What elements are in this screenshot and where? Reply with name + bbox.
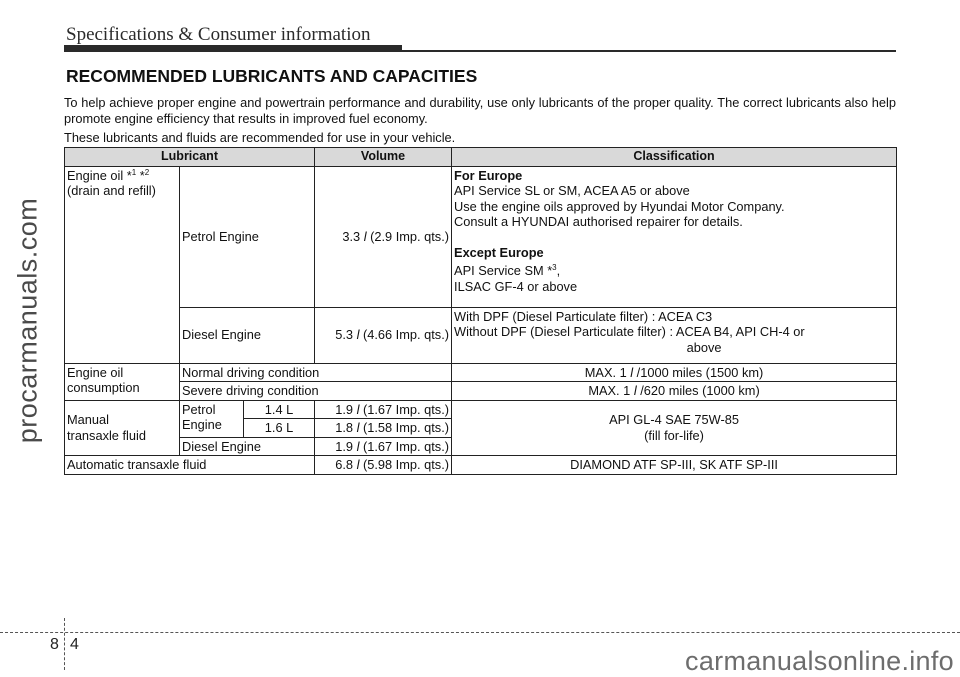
for-europe-line: Use the engine oils approved by Hyundai Motor Company. bbox=[454, 198, 785, 214]
diesel-oil-classification bbox=[452, 307, 897, 363]
table-row bbox=[65, 166, 897, 307]
except-europe-heading: Except Europe bbox=[454, 244, 544, 260]
lubricants-table bbox=[64, 147, 897, 475]
except-europe-line: ILSAC GF-4 or above bbox=[454, 278, 578, 294]
petrol-oil-volume: 3.3 l (2.9 Imp. qts.) bbox=[315, 166, 452, 307]
diesel-oil-volume: 5.3 l (4.66 Imp. qts.) bbox=[315, 307, 452, 363]
table-header-row bbox=[65, 148, 897, 167]
page-number: 4 bbox=[70, 636, 79, 653]
bottom-watermark: carmanualsonline.info bbox=[685, 646, 954, 676]
automatic-classification: DIAMOND ATF SP-III, SK ATF SP-III bbox=[452, 456, 897, 475]
severe-consumption-value: MAX. 1 l /620 miles (1000 km) bbox=[452, 382, 897, 401]
intro-text bbox=[64, 95, 896, 150]
side-watermark bbox=[8, 110, 48, 530]
except-europe-line: API Service SM *$^3$, bbox=[454, 263, 561, 278]
for-europe-line: Consult a HYUNDAI authorised repairer for details. bbox=[454, 214, 743, 229]
automatic-transaxle-label: Automatic transaxle fluid bbox=[65, 456, 315, 475]
for-europe-heading: For Europe bbox=[454, 167, 523, 183]
engine-oil-label: Engine oil *$^1$ *$^2$ (drain and refill) bbox=[65, 166, 180, 363]
consumption-label: Engine oil consumption bbox=[65, 363, 180, 400]
engine-oil-sublabel: (drain and refill) bbox=[67, 183, 156, 198]
manual-volume-1-4: 1.9 l (1.67 Imp. qts.) bbox=[315, 400, 452, 419]
automatic-volume: 6.8 l (5.98 Imp. qts.) bbox=[315, 456, 452, 475]
normal-driving-condition: Normal driving condition bbox=[180, 363, 452, 382]
header-lubricant: Lubricant bbox=[65, 148, 315, 167]
header-volume: Volume bbox=[315, 148, 452, 167]
manual-volume-diesel: 1.9 l (1.67 Imp. qts.) bbox=[315, 437, 452, 456]
footer-rule bbox=[0, 632, 960, 633]
diesel-class-line: Without DPF (Diesel Particulate filter) : ACEA B4, API CH-4 or bbox=[454, 324, 805, 339]
petrol-oil-classification bbox=[452, 166, 897, 307]
manual-diesel-engine-label: Diesel Engine bbox=[180, 437, 315, 456]
intro-paragraph: These lubricants and fluids are recommended for use in your vehicle. bbox=[64, 130, 456, 145]
manual-transaxle-label: Manual transaxle fluid bbox=[65, 400, 180, 456]
table-row bbox=[65, 363, 897, 382]
diesel-engine-label: Diesel Engine bbox=[180, 307, 315, 363]
side-watermark-text: procarmanuals.com bbox=[12, 197, 43, 443]
normal-consumption-value: MAX. 1 l /1000 miles (1500 km) bbox=[452, 363, 897, 382]
diesel-class-line: above bbox=[686, 339, 722, 355]
intro-paragraph: To help achieve proper engine and powertrain performance and durability, use only lubricants of the proper quality. The correct lubricants also help promote engine efficiency that results in improved fuel economy. bbox=[64, 95, 896, 126]
table-row bbox=[65, 400, 897, 419]
manual-volume-1-6: 1.8 l (1.58 Imp. qts.) bbox=[315, 419, 452, 438]
header-rule bbox=[402, 50, 896, 52]
section-title: RECOMMENDED LUBRICANTS AND CAPACITIES bbox=[66, 66, 478, 86]
table-row bbox=[65, 307, 897, 363]
header-classification: Classification bbox=[452, 148, 897, 167]
engine-size-1-6: 1.6 L bbox=[244, 419, 315, 438]
table-row bbox=[65, 456, 897, 475]
manual-petrol-engine-label: Petrol Engine bbox=[180, 400, 244, 437]
chapter-number: 8 bbox=[50, 636, 59, 653]
diesel-class-line: With DPF (Diesel Particulate filter) : ACEA C3 bbox=[454, 308, 713, 324]
petrol-engine-label: Petrol Engine bbox=[180, 166, 315, 307]
header-bar bbox=[64, 45, 402, 52]
for-europe-line: API Service SL or SM, ACEA A5 or above bbox=[454, 183, 690, 198]
table-row bbox=[65, 382, 897, 401]
engine-size-1-4: 1.4 L bbox=[244, 400, 315, 419]
severe-driving-condition: Severe driving condition bbox=[180, 382, 452, 401]
page-number-divider bbox=[64, 618, 65, 670]
header-title: Specifications & Consumer information bbox=[66, 24, 371, 45]
manual-transaxle-classification: API GL-4 SAE 75W-85 (fill for-life) bbox=[452, 400, 897, 456]
